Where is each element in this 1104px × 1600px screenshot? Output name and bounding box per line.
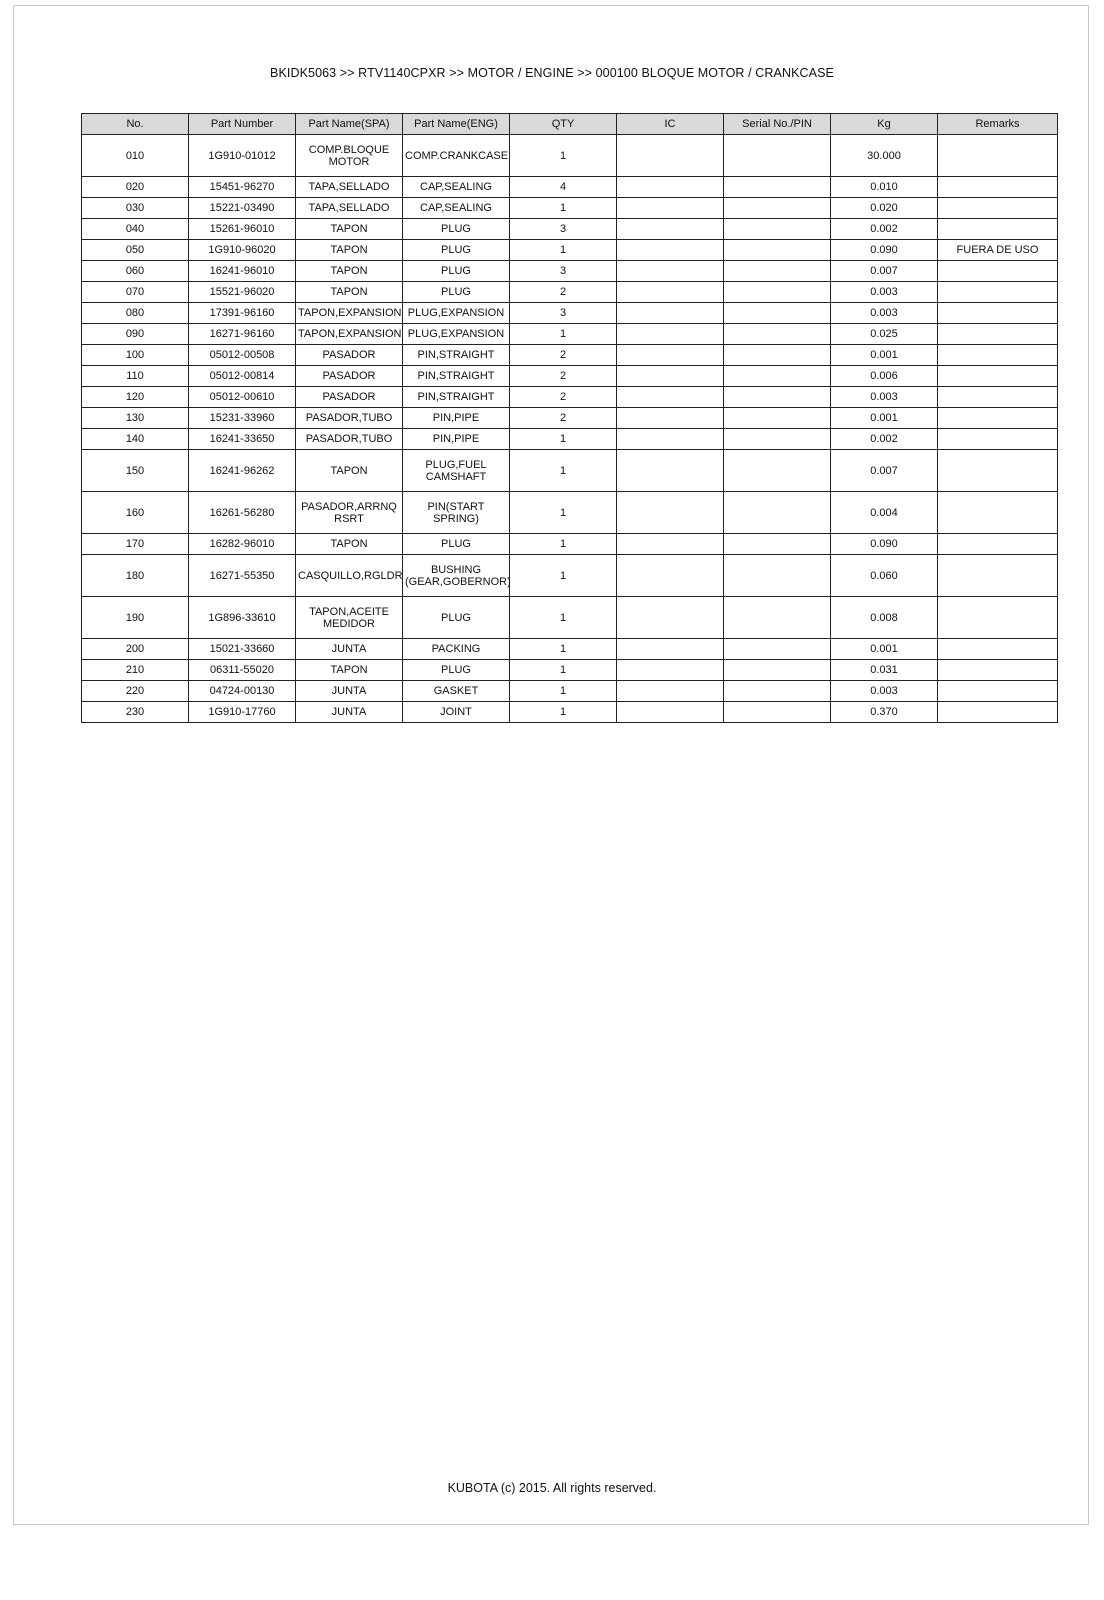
cell-serial bbox=[724, 450, 831, 492]
cell-kg: 0.025 bbox=[831, 324, 938, 345]
table-row bbox=[82, 198, 1058, 219]
cell-part-name-eng: PIN,PIPE bbox=[403, 429, 510, 450]
cell-no: 010 bbox=[82, 135, 189, 177]
cell-part-name-eng: PIN,STRAIGHT bbox=[403, 387, 510, 408]
cell-kg: 0.090 bbox=[831, 240, 938, 261]
cell-kg: 0.008 bbox=[831, 597, 938, 639]
cell-ic bbox=[617, 387, 724, 408]
cell-part-number: 15451-96270 bbox=[189, 177, 296, 198]
cell-qty: 1 bbox=[510, 198, 617, 219]
table-row bbox=[82, 597, 1058, 639]
parts-table-body bbox=[82, 135, 1058, 723]
cell-no: 120 bbox=[82, 387, 189, 408]
cell-serial bbox=[724, 408, 831, 429]
cell-no: 150 bbox=[82, 450, 189, 492]
cell-part-name-eng: PIN,PIPE bbox=[403, 408, 510, 429]
table-row bbox=[82, 324, 1058, 345]
cell-remarks bbox=[938, 387, 1058, 408]
cell-qty: 2 bbox=[510, 366, 617, 387]
table-row bbox=[82, 303, 1058, 324]
cell-part-name-eng: PLUG bbox=[403, 282, 510, 303]
cell-part-name-eng: PLUG,FUEL CAMSHAFT bbox=[403, 450, 510, 492]
cell-remarks bbox=[938, 639, 1058, 660]
cell-part-name-spa: TAPA,SELLADO bbox=[296, 177, 403, 198]
cell-ic bbox=[617, 660, 724, 681]
header-part-number: Part Number bbox=[189, 114, 296, 135]
cell-ic bbox=[617, 366, 724, 387]
cell-ic bbox=[617, 135, 724, 177]
parts-table bbox=[81, 113, 1058, 723]
cell-remarks bbox=[938, 324, 1058, 345]
cell-remarks bbox=[938, 597, 1058, 639]
table-row bbox=[82, 135, 1058, 177]
cell-kg: 0.001 bbox=[831, 639, 938, 660]
cell-kg: 0.007 bbox=[831, 450, 938, 492]
header-part-name-eng: Part Name(ENG) bbox=[403, 114, 510, 135]
cell-serial bbox=[724, 681, 831, 702]
cell-serial bbox=[724, 555, 831, 597]
cell-part-name-spa: PASADOR,TUBO bbox=[296, 408, 403, 429]
cell-part-number: 16271-55350 bbox=[189, 555, 296, 597]
cell-no: 040 bbox=[82, 219, 189, 240]
cell-part-name-spa: PASADOR,ARRNQ RSRT bbox=[296, 492, 403, 534]
cell-qty: 1 bbox=[510, 597, 617, 639]
table-row bbox=[82, 429, 1058, 450]
cell-qty: 1 bbox=[510, 534, 617, 555]
cell-part-number: 16241-96010 bbox=[189, 261, 296, 282]
cell-part-number: 1G896-33610 bbox=[189, 597, 296, 639]
cell-kg: 0.003 bbox=[831, 303, 938, 324]
cell-serial bbox=[724, 366, 831, 387]
cell-no: 190 bbox=[82, 597, 189, 639]
cell-kg: 0.370 bbox=[831, 702, 938, 723]
cell-part-name-eng: PLUG,EXPANSION bbox=[403, 324, 510, 345]
cell-part-number: 16271-96160 bbox=[189, 324, 296, 345]
cell-part-number: 17391-96160 bbox=[189, 303, 296, 324]
table-header-row bbox=[82, 114, 1058, 135]
cell-no: 210 bbox=[82, 660, 189, 681]
table-row bbox=[82, 219, 1058, 240]
cell-ic bbox=[617, 408, 724, 429]
cell-part-number: 16241-96262 bbox=[189, 450, 296, 492]
cell-qty: 2 bbox=[510, 345, 617, 366]
table-row bbox=[82, 366, 1058, 387]
cell-serial bbox=[724, 303, 831, 324]
cell-part-name-eng: PIN(START SPRING) bbox=[403, 492, 510, 534]
cell-ic bbox=[617, 555, 724, 597]
cell-serial bbox=[724, 177, 831, 198]
cell-part-name-eng: PIN,STRAIGHT bbox=[403, 366, 510, 387]
table-row bbox=[82, 555, 1058, 597]
cell-kg: 0.060 bbox=[831, 555, 938, 597]
cell-part-name-eng: PACKING bbox=[403, 639, 510, 660]
cell-part-name-spa: JUNTA bbox=[296, 639, 403, 660]
cell-remarks bbox=[938, 261, 1058, 282]
cell-part-number: 15021-33660 bbox=[189, 639, 296, 660]
cell-ic bbox=[617, 702, 724, 723]
cell-no: 050 bbox=[82, 240, 189, 261]
cell-part-name-eng: PLUG bbox=[403, 660, 510, 681]
cell-remarks bbox=[938, 282, 1058, 303]
cell-remarks bbox=[938, 555, 1058, 597]
cell-no: 230 bbox=[82, 702, 189, 723]
cell-no: 070 bbox=[82, 282, 189, 303]
table-row bbox=[82, 177, 1058, 198]
cell-ic bbox=[617, 639, 724, 660]
cell-no: 220 bbox=[82, 681, 189, 702]
cell-part-name-spa: TAPON bbox=[296, 282, 403, 303]
cell-part-number: 06311-55020 bbox=[189, 660, 296, 681]
cell-part-name-eng: GASKET bbox=[403, 681, 510, 702]
table-row bbox=[82, 345, 1058, 366]
cell-ic bbox=[617, 492, 724, 534]
cell-part-number: 15521-96020 bbox=[189, 282, 296, 303]
cell-remarks bbox=[938, 303, 1058, 324]
cell-serial bbox=[724, 345, 831, 366]
table-row bbox=[82, 240, 1058, 261]
cell-kg: 0.003 bbox=[831, 681, 938, 702]
cell-serial bbox=[724, 240, 831, 261]
cell-part-name-eng: PLUG,EXPANSION bbox=[403, 303, 510, 324]
cell-part-name-eng: PLUG bbox=[403, 219, 510, 240]
cell-part-number: 1G910-17760 bbox=[189, 702, 296, 723]
cell-part-name-spa: TAPON bbox=[296, 450, 403, 492]
cell-qty: 2 bbox=[510, 408, 617, 429]
header-kg: Kg bbox=[831, 114, 938, 135]
cell-kg: 0.010 bbox=[831, 177, 938, 198]
cell-qty: 1 bbox=[510, 492, 617, 534]
table-row bbox=[82, 639, 1058, 660]
table-row bbox=[82, 450, 1058, 492]
cell-kg: 30.000 bbox=[831, 135, 938, 177]
cell-part-name-spa: PASADOR,TUBO bbox=[296, 429, 403, 450]
cell-qty: 2 bbox=[510, 282, 617, 303]
cell-part-name-spa: TAPON bbox=[296, 534, 403, 555]
cell-kg: 0.002 bbox=[831, 219, 938, 240]
cell-part-name-eng: PLUG bbox=[403, 597, 510, 639]
cell-part-name-spa: PASADOR bbox=[296, 345, 403, 366]
cell-qty: 3 bbox=[510, 261, 617, 282]
table-row bbox=[82, 660, 1058, 681]
cell-part-name-spa: TAPON bbox=[296, 240, 403, 261]
cell-part-name-eng: CAP,SEALING bbox=[403, 177, 510, 198]
cell-ic bbox=[617, 261, 724, 282]
table-row bbox=[82, 387, 1058, 408]
cell-no: 160 bbox=[82, 492, 189, 534]
cell-kg: 0.002 bbox=[831, 429, 938, 450]
cell-serial bbox=[724, 219, 831, 240]
cell-kg: 0.001 bbox=[831, 345, 938, 366]
cell-ic bbox=[617, 198, 724, 219]
cell-no: 200 bbox=[82, 639, 189, 660]
cell-remarks bbox=[938, 408, 1058, 429]
cell-part-name-eng: PIN,STRAIGHT bbox=[403, 345, 510, 366]
cell-remarks bbox=[938, 450, 1058, 492]
copyright-footer: KUBOTA (c) 2015. All rights reserved. bbox=[447, 1481, 657, 1495]
cell-serial bbox=[724, 702, 831, 723]
document-title: BKIDK5063 >> RTV1140CPXR >> MOTOR / ENGINE >> 000100 BLOQUE MOTOR / CRANKCASE bbox=[270, 66, 834, 80]
cell-qty: 1 bbox=[510, 450, 617, 492]
cell-part-name-spa: TAPON,ACEITE MEDIDOR bbox=[296, 597, 403, 639]
header-ic: IC bbox=[617, 114, 724, 135]
cell-ic bbox=[617, 177, 724, 198]
table-row bbox=[82, 408, 1058, 429]
cell-no: 030 bbox=[82, 198, 189, 219]
cell-kg: 0.090 bbox=[831, 534, 938, 555]
cell-qty: 1 bbox=[510, 324, 617, 345]
cell-ic bbox=[617, 303, 724, 324]
table-row bbox=[82, 261, 1058, 282]
cell-remarks bbox=[938, 135, 1058, 177]
cell-part-name-eng: JOINT bbox=[403, 702, 510, 723]
cell-no: 020 bbox=[82, 177, 189, 198]
cell-serial bbox=[724, 534, 831, 555]
cell-remarks bbox=[938, 198, 1058, 219]
cell-qty: 3 bbox=[510, 219, 617, 240]
cell-kg: 0.004 bbox=[831, 492, 938, 534]
cell-kg: 0.003 bbox=[831, 387, 938, 408]
cell-serial bbox=[724, 597, 831, 639]
cell-qty: 1 bbox=[510, 639, 617, 660]
cell-no: 140 bbox=[82, 429, 189, 450]
cell-kg: 0.031 bbox=[831, 660, 938, 681]
cell-kg: 0.001 bbox=[831, 408, 938, 429]
cell-part-name-eng: PLUG bbox=[403, 261, 510, 282]
cell-part-number: 16282-96010 bbox=[189, 534, 296, 555]
cell-remarks bbox=[938, 492, 1058, 534]
cell-no: 170 bbox=[82, 534, 189, 555]
cell-remarks bbox=[938, 366, 1058, 387]
cell-no: 080 bbox=[82, 303, 189, 324]
cell-qty: 1 bbox=[510, 135, 617, 177]
cell-part-number: 16241-33650 bbox=[189, 429, 296, 450]
cell-ic bbox=[617, 597, 724, 639]
cell-kg: 0.020 bbox=[831, 198, 938, 219]
cell-ic bbox=[617, 240, 724, 261]
cell-part-name-spa: TAPA,SELLADO bbox=[296, 198, 403, 219]
cell-serial bbox=[724, 135, 831, 177]
header-qty: QTY bbox=[510, 114, 617, 135]
cell-serial bbox=[724, 492, 831, 534]
table-row bbox=[82, 492, 1058, 534]
cell-serial bbox=[724, 639, 831, 660]
cell-part-number: 16261-56280 bbox=[189, 492, 296, 534]
header-serial: Serial No./PIN bbox=[724, 114, 831, 135]
cell-part-name-spa: TAPON bbox=[296, 219, 403, 240]
cell-part-number: 15221-03490 bbox=[189, 198, 296, 219]
cell-part-name-eng: PLUG bbox=[403, 240, 510, 261]
cell-part-name-spa: PASADOR bbox=[296, 366, 403, 387]
cell-remarks bbox=[938, 177, 1058, 198]
cell-serial bbox=[724, 198, 831, 219]
cell-qty: 1 bbox=[510, 555, 617, 597]
cell-part-name-spa: TAPON bbox=[296, 660, 403, 681]
cell-qty: 1 bbox=[510, 240, 617, 261]
cell-part-name-spa: TAPON,EXPANSION bbox=[296, 303, 403, 324]
cell-part-number: 05012-00814 bbox=[189, 366, 296, 387]
cell-no: 090 bbox=[82, 324, 189, 345]
cell-part-name-spa: TAPON,EXPANSION bbox=[296, 324, 403, 345]
cell-part-name-eng: CAP,SEALING bbox=[403, 198, 510, 219]
cell-ic bbox=[617, 681, 724, 702]
cell-part-name-spa: JUNTA bbox=[296, 681, 403, 702]
cell-part-number: 15261-96010 bbox=[189, 219, 296, 240]
cell-serial bbox=[724, 261, 831, 282]
cell-serial bbox=[724, 282, 831, 303]
cell-part-number: 05012-00610 bbox=[189, 387, 296, 408]
cell-part-name-spa: JUNTA bbox=[296, 702, 403, 723]
cell-remarks bbox=[938, 345, 1058, 366]
cell-qty: 4 bbox=[510, 177, 617, 198]
cell-part-number: 04724-00130 bbox=[189, 681, 296, 702]
cell-no: 110 bbox=[82, 366, 189, 387]
cell-qty: 2 bbox=[510, 387, 617, 408]
table-row bbox=[82, 282, 1058, 303]
cell-part-name-spa: COMP.BLOQUE MOTOR bbox=[296, 135, 403, 177]
cell-ic bbox=[617, 219, 724, 240]
cell-remarks bbox=[938, 681, 1058, 702]
table-row bbox=[82, 702, 1058, 723]
cell-no: 100 bbox=[82, 345, 189, 366]
cell-part-number: 15231-33960 bbox=[189, 408, 296, 429]
cell-part-number: 1G910-96020 bbox=[189, 240, 296, 261]
cell-serial bbox=[724, 387, 831, 408]
cell-no: 180 bbox=[82, 555, 189, 597]
cell-part-name-eng: BUSHING (GEAR,GOBERNOR) bbox=[403, 555, 510, 597]
cell-ic bbox=[617, 345, 724, 366]
cell-serial bbox=[724, 660, 831, 681]
header-part-name-spa: Part Name(SPA) bbox=[296, 114, 403, 135]
cell-qty: 1 bbox=[510, 681, 617, 702]
cell-no: 130 bbox=[82, 408, 189, 429]
cell-ic bbox=[617, 534, 724, 555]
cell-ic bbox=[617, 282, 724, 303]
table-row bbox=[82, 534, 1058, 555]
cell-remarks: FUERA DE USO bbox=[938, 240, 1058, 261]
header-remarks: Remarks bbox=[938, 114, 1058, 135]
cell-part-number: 05012-00508 bbox=[189, 345, 296, 366]
cell-ic bbox=[617, 450, 724, 492]
cell-qty: 1 bbox=[510, 702, 617, 723]
cell-kg: 0.003 bbox=[831, 282, 938, 303]
cell-qty: 3 bbox=[510, 303, 617, 324]
cell-no: 060 bbox=[82, 261, 189, 282]
cell-remarks bbox=[938, 702, 1058, 723]
cell-part-name-spa: TAPON bbox=[296, 261, 403, 282]
cell-part-name-spa: PASADOR bbox=[296, 387, 403, 408]
cell-ic bbox=[617, 324, 724, 345]
cell-part-name-eng: COMP.CRANKCASE bbox=[403, 135, 510, 177]
cell-part-name-eng: PLUG bbox=[403, 534, 510, 555]
cell-remarks bbox=[938, 534, 1058, 555]
cell-serial bbox=[724, 429, 831, 450]
cell-remarks bbox=[938, 219, 1058, 240]
cell-part-number: 1G910-01012 bbox=[189, 135, 296, 177]
cell-kg: 0.007 bbox=[831, 261, 938, 282]
cell-kg: 0.006 bbox=[831, 366, 938, 387]
table-row bbox=[82, 681, 1058, 702]
cell-qty: 1 bbox=[510, 660, 617, 681]
header-no: No. bbox=[82, 114, 189, 135]
cell-qty: 1 bbox=[510, 429, 617, 450]
cell-serial bbox=[724, 324, 831, 345]
cell-part-name-spa: CASQUILLO,RGLDR bbox=[296, 555, 403, 597]
cell-remarks bbox=[938, 429, 1058, 450]
cell-remarks bbox=[938, 660, 1058, 681]
cell-ic bbox=[617, 429, 724, 450]
